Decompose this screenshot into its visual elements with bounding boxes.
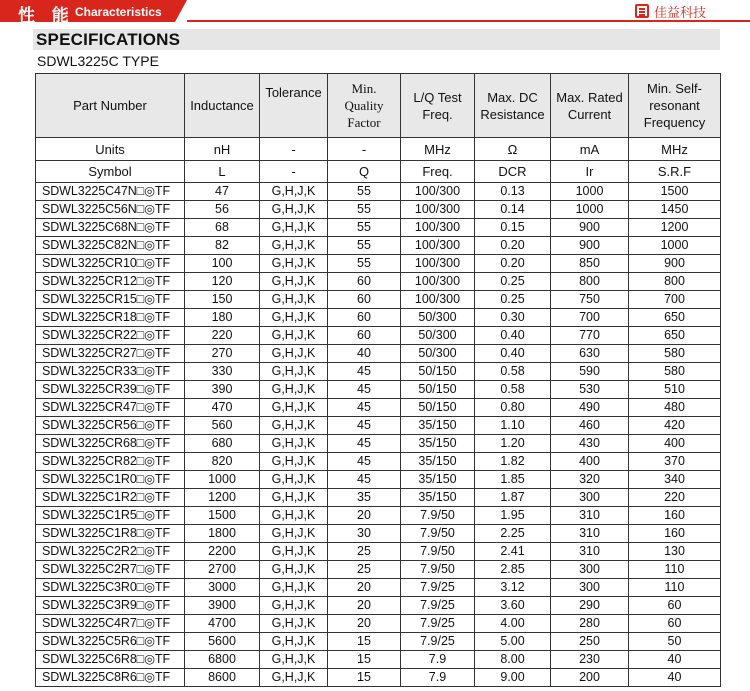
srf-cell: 50 bbox=[629, 633, 721, 651]
dcr-cell: 0.40 bbox=[475, 327, 551, 345]
srf-cell: 160 bbox=[629, 525, 721, 543]
srf-cell: 160 bbox=[629, 507, 721, 525]
current-cell: 900 bbox=[551, 219, 629, 237]
dcr-cell: 0.20 bbox=[475, 255, 551, 273]
dcr-cell: 2.85 bbox=[475, 561, 551, 579]
tolerance-cell: G,H,J,K bbox=[260, 255, 328, 273]
test-freq-cell: 50/300 bbox=[401, 345, 475, 363]
part-number-cell: SDWL3225C5R6□◎TF bbox=[36, 633, 185, 651]
table-row bbox=[36, 579, 721, 597]
tolerance-cell: G,H,J,K bbox=[260, 507, 328, 525]
inductance-cell: 2200 bbox=[185, 543, 260, 561]
q-cell: 15 bbox=[328, 651, 401, 669]
unit-cell: mA bbox=[551, 138, 629, 161]
symbol-cell: - bbox=[260, 161, 328, 183]
tolerance-cell: G,H,J,K bbox=[260, 201, 328, 219]
test-freq-cell: 100/300 bbox=[401, 219, 475, 237]
part-number-cell: SDWL3225CR27□◎TF bbox=[36, 345, 185, 363]
test-freq-cell: 7.9/25 bbox=[401, 615, 475, 633]
q-cell: 55 bbox=[328, 237, 401, 255]
inductance-cell: 390 bbox=[185, 381, 260, 399]
table-row bbox=[36, 597, 721, 615]
inductance-cell: 68 bbox=[185, 219, 260, 237]
q-cell: 55 bbox=[328, 255, 401, 273]
current-cell: 1000 bbox=[551, 183, 629, 201]
dcr-cell: 1.85 bbox=[475, 471, 551, 489]
inductance-cell: 220 bbox=[185, 327, 260, 345]
inductance-cell: 2700 bbox=[185, 561, 260, 579]
tolerance-cell: G,H,J,K bbox=[260, 597, 328, 615]
srf-cell: 60 bbox=[629, 597, 721, 615]
part-number-cell: SDWL3225C2R7□◎TF bbox=[36, 561, 185, 579]
test-freq-cell: 35/150 bbox=[401, 471, 475, 489]
q-cell: 15 bbox=[328, 669, 401, 687]
inductance-cell: 1000 bbox=[185, 471, 260, 489]
srf-cell: 580 bbox=[629, 345, 721, 363]
table-row bbox=[36, 345, 721, 363]
inductance-cell: 6800 bbox=[185, 651, 260, 669]
current-cell: 800 bbox=[551, 273, 629, 291]
test-freq-cell: 7.9/25 bbox=[401, 579, 475, 597]
dcr-cell: 0.15 bbox=[475, 219, 551, 237]
q-cell: 60 bbox=[328, 291, 401, 309]
tolerance-cell: G,H,J,K bbox=[260, 345, 328, 363]
symbol-cell: Freq. bbox=[401, 161, 475, 183]
units-label: Units bbox=[36, 138, 185, 161]
part-number-cell: SDWL3225C1R8□◎TF bbox=[36, 525, 185, 543]
inductance-cell: 330 bbox=[185, 363, 260, 381]
current-cell: 460 bbox=[551, 417, 629, 435]
section-tab-title-cn: 性 能 bbox=[18, 6, 75, 25]
inductance-cell: 150 bbox=[185, 291, 260, 309]
q-cell: 55 bbox=[328, 201, 401, 219]
table-row bbox=[36, 399, 721, 417]
table-row bbox=[36, 543, 721, 561]
test-freq-cell: 7.9/50 bbox=[401, 525, 475, 543]
tolerance-cell: G,H,J,K bbox=[260, 219, 328, 237]
inductance-cell: 3000 bbox=[185, 579, 260, 597]
table-row bbox=[36, 309, 721, 327]
dcr-cell: 5.00 bbox=[475, 633, 551, 651]
table-row bbox=[36, 381, 721, 399]
current-cell: 320 bbox=[551, 471, 629, 489]
symbol-row bbox=[36, 161, 721, 183]
inductance-cell: 270 bbox=[185, 345, 260, 363]
tolerance-cell: G,H,J,K bbox=[260, 435, 328, 453]
srf-cell: 480 bbox=[629, 399, 721, 417]
tolerance-cell: G,H,J,K bbox=[260, 525, 328, 543]
srf-cell: 650 bbox=[629, 327, 721, 345]
table-row bbox=[36, 327, 721, 345]
header-min-quality-factor: Min. Quality Factor bbox=[328, 74, 401, 138]
section-tab-title-en: Characteristics bbox=[75, 5, 162, 19]
inductance-cell: 680 bbox=[185, 435, 260, 453]
table-row bbox=[36, 453, 721, 471]
test-freq-cell: 35/150 bbox=[401, 489, 475, 507]
q-cell: 30 bbox=[328, 525, 401, 543]
header-min-self-resonant-frequency: Min. Self-resonant Frequency bbox=[629, 74, 721, 138]
dcr-cell: 2.41 bbox=[475, 543, 551, 561]
table-row bbox=[36, 237, 721, 255]
dcr-cell: 1.10 bbox=[475, 417, 551, 435]
part-number-cell: SDWL3225CR39□◎TF bbox=[36, 381, 185, 399]
inductance-cell: 47 bbox=[185, 183, 260, 201]
q-cell: 45 bbox=[328, 381, 401, 399]
q-cell: 60 bbox=[328, 273, 401, 291]
test-freq-cell: 7.9/50 bbox=[401, 543, 475, 561]
tolerance-cell: G,H,J,K bbox=[260, 417, 328, 435]
specifications-title: SPECIFICATIONS bbox=[36, 30, 181, 49]
table-row bbox=[36, 273, 721, 291]
tolerance-cell: G,H,J,K bbox=[260, 327, 328, 345]
srf-cell: 1450 bbox=[629, 201, 721, 219]
tolerance-cell: G,H,J,K bbox=[260, 633, 328, 651]
inductance-cell: 1200 bbox=[185, 489, 260, 507]
current-cell: 310 bbox=[551, 507, 629, 525]
header-max-dc-resistance: Max. DC Resistance bbox=[475, 74, 551, 138]
brand bbox=[635, 2, 706, 20]
symbol-cell: Ir bbox=[551, 161, 629, 183]
srf-cell: 1500 bbox=[629, 183, 721, 201]
q-cell: 55 bbox=[328, 183, 401, 201]
q-cell: 45 bbox=[328, 363, 401, 381]
part-number-cell: SDWL3225CR47□◎TF bbox=[36, 399, 185, 417]
table-body bbox=[36, 74, 721, 687]
q-cell: 25 bbox=[328, 561, 401, 579]
tolerance-cell: G,H,J,K bbox=[260, 471, 328, 489]
q-cell: 55 bbox=[328, 219, 401, 237]
test-freq-cell: 50/150 bbox=[401, 399, 475, 417]
part-number-cell: SDWL3225CR22□◎TF bbox=[36, 327, 185, 345]
part-number-cell: SDWL3225C6R8□◎TF bbox=[36, 651, 185, 669]
unit-cell: MHz bbox=[629, 138, 721, 161]
header-part-number: Part Number bbox=[36, 74, 185, 138]
srf-cell: 110 bbox=[629, 561, 721, 579]
q-cell: 60 bbox=[328, 309, 401, 327]
test-freq-cell: 50/300 bbox=[401, 309, 475, 327]
current-cell: 430 bbox=[551, 435, 629, 453]
tolerance-cell: G,H,J,K bbox=[260, 237, 328, 255]
tolerance-cell: G,H,J,K bbox=[260, 561, 328, 579]
part-number-cell: SDWL3225C56N□◎TF bbox=[36, 201, 185, 219]
inductance-cell: 120 bbox=[185, 273, 260, 291]
dcr-cell: 0.25 bbox=[475, 273, 551, 291]
dcr-cell: 1.82 bbox=[475, 453, 551, 471]
test-freq-cell: 35/150 bbox=[401, 417, 475, 435]
dcr-cell: 0.14 bbox=[475, 201, 551, 219]
section-tab bbox=[0, 0, 175, 25]
test-freq-cell: 100/300 bbox=[401, 291, 475, 309]
tolerance-cell: G,H,J,K bbox=[260, 579, 328, 597]
dcr-cell: 0.80 bbox=[475, 399, 551, 417]
part-number-cell: SDWL3225C82N□◎TF bbox=[36, 237, 185, 255]
unit-cell: - bbox=[260, 138, 328, 161]
tolerance-cell: G,H,J,K bbox=[260, 183, 328, 201]
srf-cell: 1000 bbox=[629, 237, 721, 255]
unit-cell: Ω bbox=[475, 138, 551, 161]
part-number-cell: SDWL3225C1R2□◎TF bbox=[36, 489, 185, 507]
inductance-cell: 560 bbox=[185, 417, 260, 435]
srf-cell: 510 bbox=[629, 381, 721, 399]
table-row bbox=[36, 363, 721, 381]
test-freq-cell: 50/150 bbox=[401, 381, 475, 399]
srf-cell: 40 bbox=[629, 651, 721, 669]
current-cell: 490 bbox=[551, 399, 629, 417]
dcr-cell: 9.00 bbox=[475, 669, 551, 687]
test-freq-cell: 100/300 bbox=[401, 201, 475, 219]
test-freq-cell: 100/300 bbox=[401, 273, 475, 291]
tolerance-cell: G,H,J,K bbox=[260, 489, 328, 507]
dcr-cell: 0.30 bbox=[475, 309, 551, 327]
part-number-cell: SDWL3225C1R0□◎TF bbox=[36, 471, 185, 489]
dcr-cell: 2.25 bbox=[475, 525, 551, 543]
part-number-cell: SDWL3225CR18□◎TF bbox=[36, 309, 185, 327]
srf-cell: 700 bbox=[629, 291, 721, 309]
part-number-cell: SDWL3225CR68□◎TF bbox=[36, 435, 185, 453]
test-freq-cell: 100/300 bbox=[401, 237, 475, 255]
test-freq-cell: 7.9/50 bbox=[401, 507, 475, 525]
specifications-table bbox=[35, 73, 721, 687]
tolerance-cell: G,H,J,K bbox=[260, 381, 328, 399]
srf-cell: 60 bbox=[629, 615, 721, 633]
part-number-cell: SDWL3225C8R6□◎TF bbox=[36, 669, 185, 687]
tolerance-cell: G,H,J,K bbox=[260, 669, 328, 687]
tolerance-cell: G,H,J,K bbox=[260, 273, 328, 291]
srf-cell: 900 bbox=[629, 255, 721, 273]
symbol-cell: L bbox=[185, 161, 260, 183]
inductance-cell: 180 bbox=[185, 309, 260, 327]
q-cell: 20 bbox=[328, 579, 401, 597]
inductance-cell: 1800 bbox=[185, 525, 260, 543]
current-cell: 900 bbox=[551, 237, 629, 255]
q-cell: 15 bbox=[328, 633, 401, 651]
type-label: SDWL3225C TYPE bbox=[37, 53, 159, 69]
current-cell: 590 bbox=[551, 363, 629, 381]
symbol-label: Symbol bbox=[36, 161, 185, 183]
part-number-cell: SDWL3225C68N□◎TF bbox=[36, 219, 185, 237]
dcr-cell: 0.58 bbox=[475, 363, 551, 381]
part-number-cell: SDWL3225CR82□◎TF bbox=[36, 453, 185, 471]
dcr-cell: 0.25 bbox=[475, 291, 551, 309]
srf-cell: 40 bbox=[629, 669, 721, 687]
q-cell: 20 bbox=[328, 507, 401, 525]
test-freq-cell: 7.9/25 bbox=[401, 633, 475, 651]
srf-cell: 220 bbox=[629, 489, 721, 507]
test-freq-cell: 35/150 bbox=[401, 453, 475, 471]
header-tolerance: Tolerance bbox=[260, 74, 328, 138]
symbol-cell: S.R.F bbox=[629, 161, 721, 183]
current-cell: 630 bbox=[551, 345, 629, 363]
tolerance-cell: G,H,J,K bbox=[260, 453, 328, 471]
q-cell: 35 bbox=[328, 489, 401, 507]
test-freq-cell: 50/300 bbox=[401, 327, 475, 345]
table-row bbox=[36, 219, 721, 237]
current-cell: 300 bbox=[551, 579, 629, 597]
q-cell: 20 bbox=[328, 597, 401, 615]
table-row bbox=[36, 651, 721, 669]
part-number-cell: SDWL3225C3R0□◎TF bbox=[36, 579, 185, 597]
inductance-cell: 100 bbox=[185, 255, 260, 273]
srf-cell: 1200 bbox=[629, 219, 721, 237]
tolerance-cell: G,H,J,K bbox=[260, 309, 328, 327]
current-cell: 1000 bbox=[551, 201, 629, 219]
inductance-cell: 5600 bbox=[185, 633, 260, 651]
inductance-cell: 56 bbox=[185, 201, 260, 219]
table-row bbox=[36, 507, 721, 525]
srf-cell: 340 bbox=[629, 471, 721, 489]
inductance-cell: 1500 bbox=[185, 507, 260, 525]
dcr-cell: 0.40 bbox=[475, 345, 551, 363]
current-cell: 250 bbox=[551, 633, 629, 651]
table-row bbox=[36, 417, 721, 435]
srf-cell: 800 bbox=[629, 273, 721, 291]
symbol-cell: DCR bbox=[475, 161, 551, 183]
tolerance-cell: G,H,J,K bbox=[260, 615, 328, 633]
units-row bbox=[36, 138, 721, 161]
test-freq-cell: 35/150 bbox=[401, 435, 475, 453]
part-number-cell: SDWL3225C4R7□◎TF bbox=[36, 615, 185, 633]
brand-logo-icon bbox=[635, 4, 649, 18]
dcr-cell: 3.60 bbox=[475, 597, 551, 615]
inductance-cell: 8600 bbox=[185, 669, 260, 687]
table-header-row bbox=[36, 74, 721, 138]
dcr-cell: 0.58 bbox=[475, 381, 551, 399]
tolerance-cell: G,H,J,K bbox=[260, 291, 328, 309]
tolerance-cell: G,H,J,K bbox=[260, 399, 328, 417]
table-row bbox=[36, 201, 721, 219]
tolerance-cell: G,H,J,K bbox=[260, 363, 328, 381]
dcr-cell: 1.87 bbox=[475, 489, 551, 507]
header-inductance: Inductance bbox=[185, 74, 260, 138]
dcr-cell: 4.00 bbox=[475, 615, 551, 633]
top-header-bar bbox=[0, 0, 750, 25]
tolerance-cell: G,H,J,K bbox=[260, 543, 328, 561]
current-cell: 290 bbox=[551, 597, 629, 615]
table-row bbox=[36, 471, 721, 489]
inductance-cell: 82 bbox=[185, 237, 260, 255]
q-cell: 45 bbox=[328, 471, 401, 489]
dcr-cell: 3.12 bbox=[475, 579, 551, 597]
inductance-cell: 470 bbox=[185, 399, 260, 417]
part-number-cell: SDWL3225CR15□◎TF bbox=[36, 291, 185, 309]
brand-name: 佳益科技 bbox=[653, 4, 706, 20]
part-number-cell: SDWL3225CR10□◎TF bbox=[36, 255, 185, 273]
test-freq-cell: 7.9 bbox=[401, 651, 475, 669]
table-row bbox=[36, 291, 721, 309]
part-number-cell: SDWL3225C1R5□◎TF bbox=[36, 507, 185, 525]
current-cell: 850 bbox=[551, 255, 629, 273]
current-cell: 310 bbox=[551, 525, 629, 543]
srf-cell: 650 bbox=[629, 309, 721, 327]
q-cell: 60 bbox=[328, 327, 401, 345]
table-row bbox=[36, 669, 721, 687]
current-cell: 700 bbox=[551, 309, 629, 327]
dcr-cell: 0.20 bbox=[475, 237, 551, 255]
unit-cell: - bbox=[328, 138, 401, 161]
q-cell: 45 bbox=[328, 435, 401, 453]
unit-cell: MHz bbox=[401, 138, 475, 161]
header-max-rated-current: Max. Rated Current bbox=[551, 74, 629, 138]
current-cell: 530 bbox=[551, 381, 629, 399]
table-row bbox=[36, 183, 721, 201]
srf-cell: 370 bbox=[629, 453, 721, 471]
q-cell: 45 bbox=[328, 417, 401, 435]
test-freq-cell: 100/300 bbox=[401, 183, 475, 201]
unit-cell: nH bbox=[185, 138, 260, 161]
current-cell: 400 bbox=[551, 453, 629, 471]
current-cell: 310 bbox=[551, 543, 629, 561]
table-row bbox=[36, 633, 721, 651]
q-cell: 45 bbox=[328, 453, 401, 471]
table-row bbox=[36, 489, 721, 507]
header-lq-test-freq: L/Q Test Freq. bbox=[401, 74, 475, 138]
q-cell: 20 bbox=[328, 615, 401, 633]
table-row bbox=[36, 561, 721, 579]
test-freq-cell: 100/300 bbox=[401, 255, 475, 273]
table-row bbox=[36, 525, 721, 543]
srf-cell: 110 bbox=[629, 579, 721, 597]
test-freq-cell: 7.9 bbox=[401, 669, 475, 687]
current-cell: 200 bbox=[551, 669, 629, 687]
current-cell: 300 bbox=[551, 489, 629, 507]
srf-cell: 420 bbox=[629, 417, 721, 435]
tolerance-cell: G,H,J,K bbox=[260, 651, 328, 669]
part-number-cell: SDWL3225C2R2□◎TF bbox=[36, 543, 185, 561]
current-cell: 230 bbox=[551, 651, 629, 669]
dcr-cell: 1.20 bbox=[475, 435, 551, 453]
test-freq-cell: 50/150 bbox=[401, 363, 475, 381]
dcr-cell: 1.95 bbox=[475, 507, 551, 525]
part-number-cell: SDWL3225CR12□◎TF bbox=[36, 273, 185, 291]
srf-cell: 400 bbox=[629, 435, 721, 453]
inductance-cell: 3900 bbox=[185, 597, 260, 615]
symbol-cell: Q bbox=[328, 161, 401, 183]
part-number-cell: SDWL3225C3R9□◎TF bbox=[36, 597, 185, 615]
q-cell: 25 bbox=[328, 543, 401, 561]
dcr-cell: 0.13 bbox=[475, 183, 551, 201]
part-number-cell: SDWL3225CR33□◎TF bbox=[36, 363, 185, 381]
part-number-cell: SDWL3225C47N□◎TF bbox=[36, 183, 185, 201]
part-number-cell: SDWL3225CR56□◎TF bbox=[36, 417, 185, 435]
dcr-cell: 8.00 bbox=[475, 651, 551, 669]
table-row bbox=[36, 435, 721, 453]
current-cell: 770 bbox=[551, 327, 629, 345]
test-freq-cell: 7.9/25 bbox=[401, 597, 475, 615]
srf-cell: 130 bbox=[629, 543, 721, 561]
current-cell: 300 bbox=[551, 561, 629, 579]
q-cell: 40 bbox=[328, 345, 401, 363]
current-cell: 280 bbox=[551, 615, 629, 633]
inductance-cell: 820 bbox=[185, 453, 260, 471]
q-cell: 45 bbox=[328, 399, 401, 417]
inductance-cell: 4700 bbox=[185, 615, 260, 633]
test-freq-cell: 7.9/50 bbox=[401, 561, 475, 579]
table-row bbox=[36, 615, 721, 633]
srf-cell: 580 bbox=[629, 363, 721, 381]
table-row bbox=[36, 255, 721, 273]
current-cell: 750 bbox=[551, 291, 629, 309]
